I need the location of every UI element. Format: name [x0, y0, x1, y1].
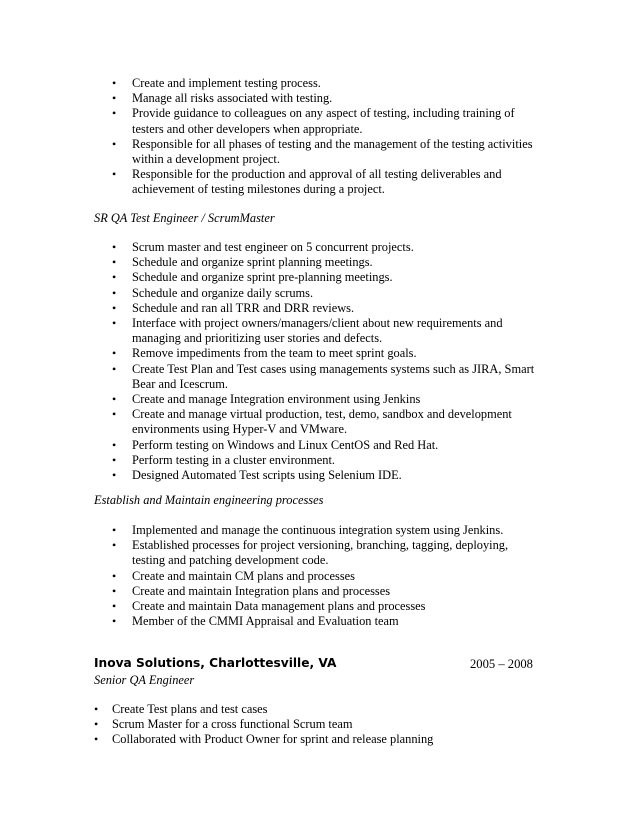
list-item: • Schedule and organize sprint planning meetings. — [112, 255, 542, 270]
list-item: • Established processes for project versioning, branching, tagging, deploying, testing and patching development code. — [112, 538, 542, 568]
list-item: • Schedule and organize daily scrums. — [112, 286, 542, 301]
list-item: • Schedule and ran all TRR and DRR reviews. — [112, 301, 542, 316]
list-item: • Create and manage Integration environment using Jenkins — [112, 392, 542, 407]
list-item: • Create Test Plan and Test cases using managements systems such as JIRA, Smart Bear and Icescrum. — [112, 362, 542, 392]
section-heading-scrummaster: SR QA Test Engineer / ScrumMaster — [94, 211, 275, 225]
list-item: • Perform testing in a cluster environment. — [112, 453, 542, 468]
list-item: • Perform testing on Windows and Linux CentOS and Red Hat. — [112, 438, 542, 453]
list-item: • Create and maintain Integration plans and processes — [112, 584, 542, 599]
list-item: • Create and maintain CM plans and processes — [112, 569, 542, 584]
job-duties-list — [94, 702, 534, 748]
list-item: • Schedule and organize sprint pre-planning meetings. — [112, 270, 542, 285]
section-heading-engineering: Establish and Maintain engineering processes — [94, 493, 324, 507]
list-item: • Responsible for all phases of testing and the management of the testing activities within a development project. — [112, 137, 542, 167]
list-item: • Designed Automated Test scripts using Selenium IDE. — [112, 468, 542, 483]
list-item: • Scrum Master for a cross functional Scrum team — [94, 717, 534, 732]
responsibilities-list — [112, 76, 542, 198]
list-item: • Create Test plans and test cases — [94, 702, 534, 717]
company-name: Inova Solutions, Charlottesville, VA — [94, 656, 337, 670]
list-item: • Collaborated with Product Owner for sprint and release planning — [94, 732, 534, 747]
list-item: • Scrum master and test engineer on 5 concurrent projects. — [112, 240, 542, 255]
list-item: • Create and implement testing process. — [112, 76, 542, 91]
engineering-list — [112, 523, 542, 629]
employment-dates: 2005 – 2008 — [470, 657, 533, 671]
list-item: • Manage all risks associated with testing. — [112, 91, 542, 106]
job-title: Senior QA Engineer — [94, 673, 195, 687]
list-item: • Create and manage virtual production, test, demo, sandbox and development environments using Hyper-V and VMware. — [112, 407, 542, 437]
list-item: • Member of the CMMI Appraisal and Evaluation team — [112, 614, 542, 629]
list-item: • Implemented and manage the continuous integration system using Jenkins. — [112, 523, 542, 538]
list-item: • Interface with project owners/managers/client about new requirements and managing and prioritizing user stories and defects. — [112, 316, 542, 346]
list-item: • Create and maintain Data management plans and processes — [112, 599, 542, 614]
list-item: • Remove impediments from the team to meet sprint goals. — [112, 346, 542, 361]
scrummaster-list — [112, 240, 542, 483]
list-item: • Provide guidance to colleagues on any aspect of testing, including training of testers and other developers when appropriate. — [112, 106, 542, 136]
list-item: • Responsible for the production and approval of all testing deliverables and achievement of testing milestones during a project. — [112, 167, 542, 197]
